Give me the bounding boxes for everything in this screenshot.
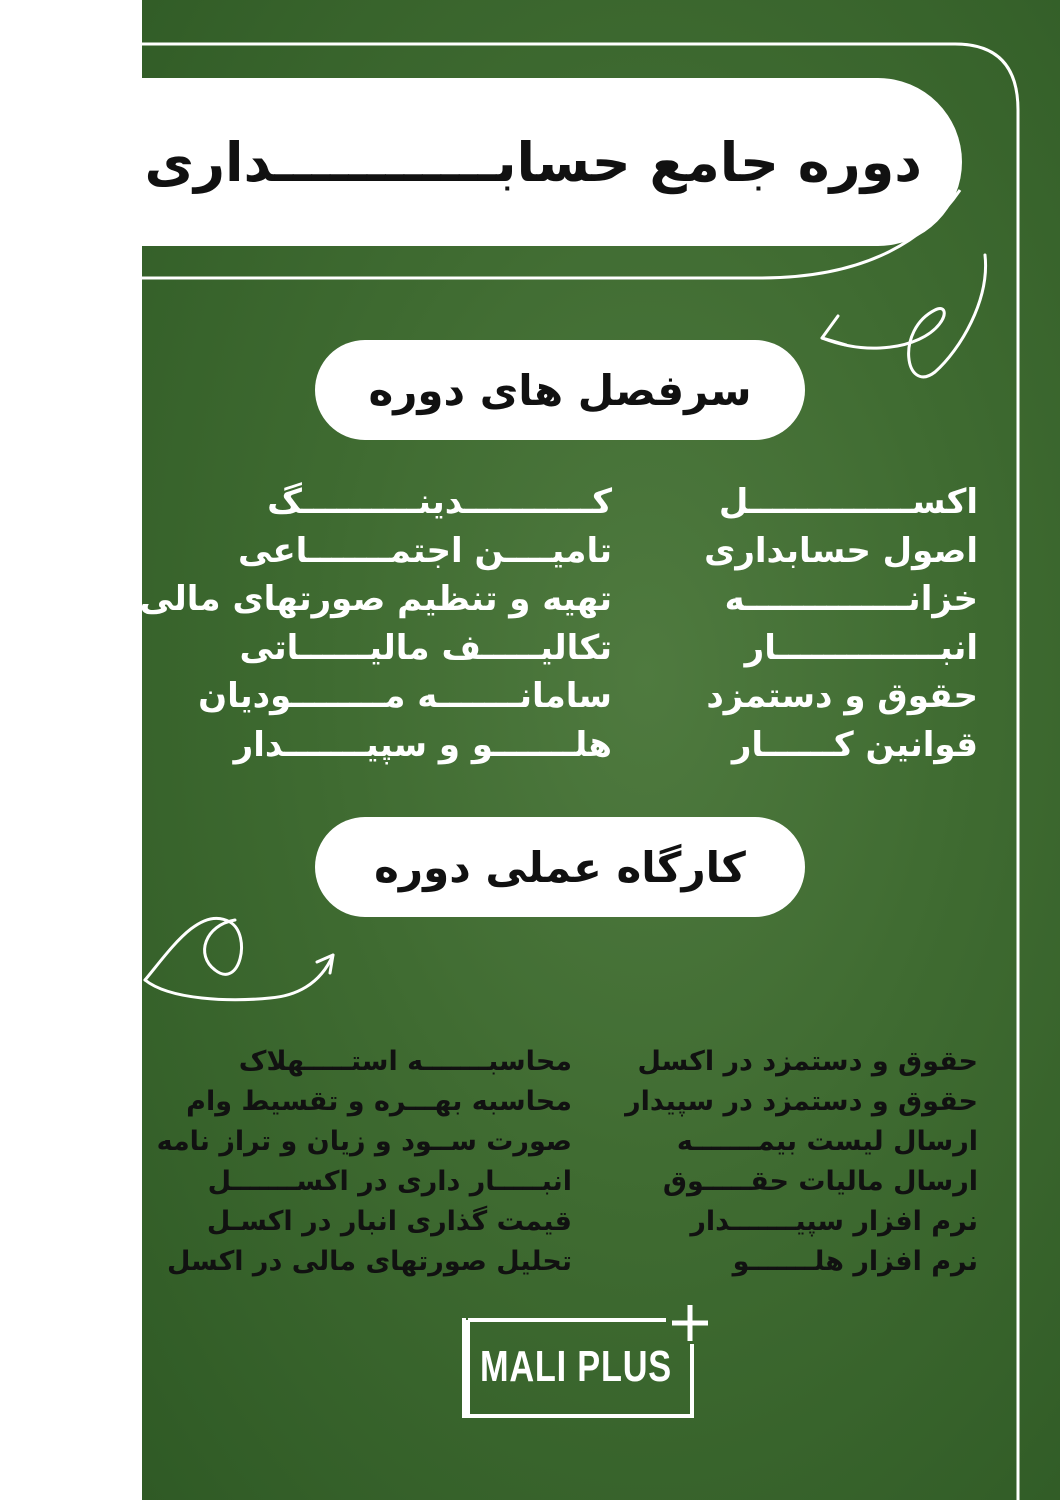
workshop-item: حقوق و دستمزد در اکسل xyxy=(637,1046,978,1077)
logo-text: MALI PLUS xyxy=(480,1342,672,1391)
workshop-item: نرم افزار هلـــــــو xyxy=(732,1246,978,1277)
topic-item: خزانــــــــــــــه xyxy=(724,579,978,619)
workshop-item: قیمت گذاری انبار در اکسـل xyxy=(206,1206,572,1237)
topics-list-left xyxy=(139,478,612,769)
topic-item: انبــــــــــــــار xyxy=(744,627,978,668)
topic-item: سامانـــــــه مــــــــودیان xyxy=(198,676,612,716)
topic-item: اکســــــــــــــل xyxy=(718,482,978,522)
workshop-item: صورت ســود و زیان و تراز نامه xyxy=(156,1126,572,1157)
topic-item: تامیــــن اجتمـــــــاعی xyxy=(238,530,612,571)
workshop-item: محاسبـــــــه استـــــهلاک xyxy=(238,1046,572,1077)
topic-item: هلـــــــو و سپیـــــــدار xyxy=(233,724,612,765)
title-banner xyxy=(142,78,962,246)
workshop-item: محاسبه بهـــره و تقسیط وام xyxy=(186,1086,572,1117)
page-title: دوره جامع حسابــــــــــــداری xyxy=(144,130,922,194)
topic-item: کـــــــــــدینــــــــــگ xyxy=(267,482,612,522)
workshop-item: ارسال مالیات حقـــــوق xyxy=(662,1166,978,1197)
left-margin xyxy=(0,0,142,1500)
workshop-item: تحلیل صورتهای مالی در اکسل xyxy=(167,1246,572,1277)
workshop-list-right xyxy=(600,1042,978,1282)
topics-list-right xyxy=(690,478,978,769)
mali-plus-logo xyxy=(462,1318,690,1418)
topic-item: اصول حسابداری xyxy=(704,530,978,571)
topic-item: تهیه و تنظیم صورتهای مالی xyxy=(139,579,612,619)
plus-icon xyxy=(670,1303,710,1343)
workshop-item: نرم افزار سپیـــــــدار xyxy=(690,1206,978,1237)
topic-item: تکالیـــــف مالیــــــاتی xyxy=(239,627,612,668)
workshop-item: انبـــــار داری در اکســـــــل xyxy=(207,1166,572,1197)
topic-item: قوانین کــــــار xyxy=(731,724,978,765)
workshop-list-left xyxy=(156,1042,572,1282)
workshop-heading: کارگاه عملی دوره xyxy=(374,842,746,892)
workshop-heading-pill xyxy=(315,817,805,917)
topics-heading-pill xyxy=(315,340,805,440)
workshop-item: حقوق و دستمزد در سپیدار xyxy=(625,1086,978,1117)
topics-heading: سرفصل های دوره xyxy=(368,365,752,415)
workshop-item: ارسال لیست بیمـــــــه xyxy=(676,1126,978,1157)
topic-item: حقوق و دستمزد xyxy=(706,676,978,716)
